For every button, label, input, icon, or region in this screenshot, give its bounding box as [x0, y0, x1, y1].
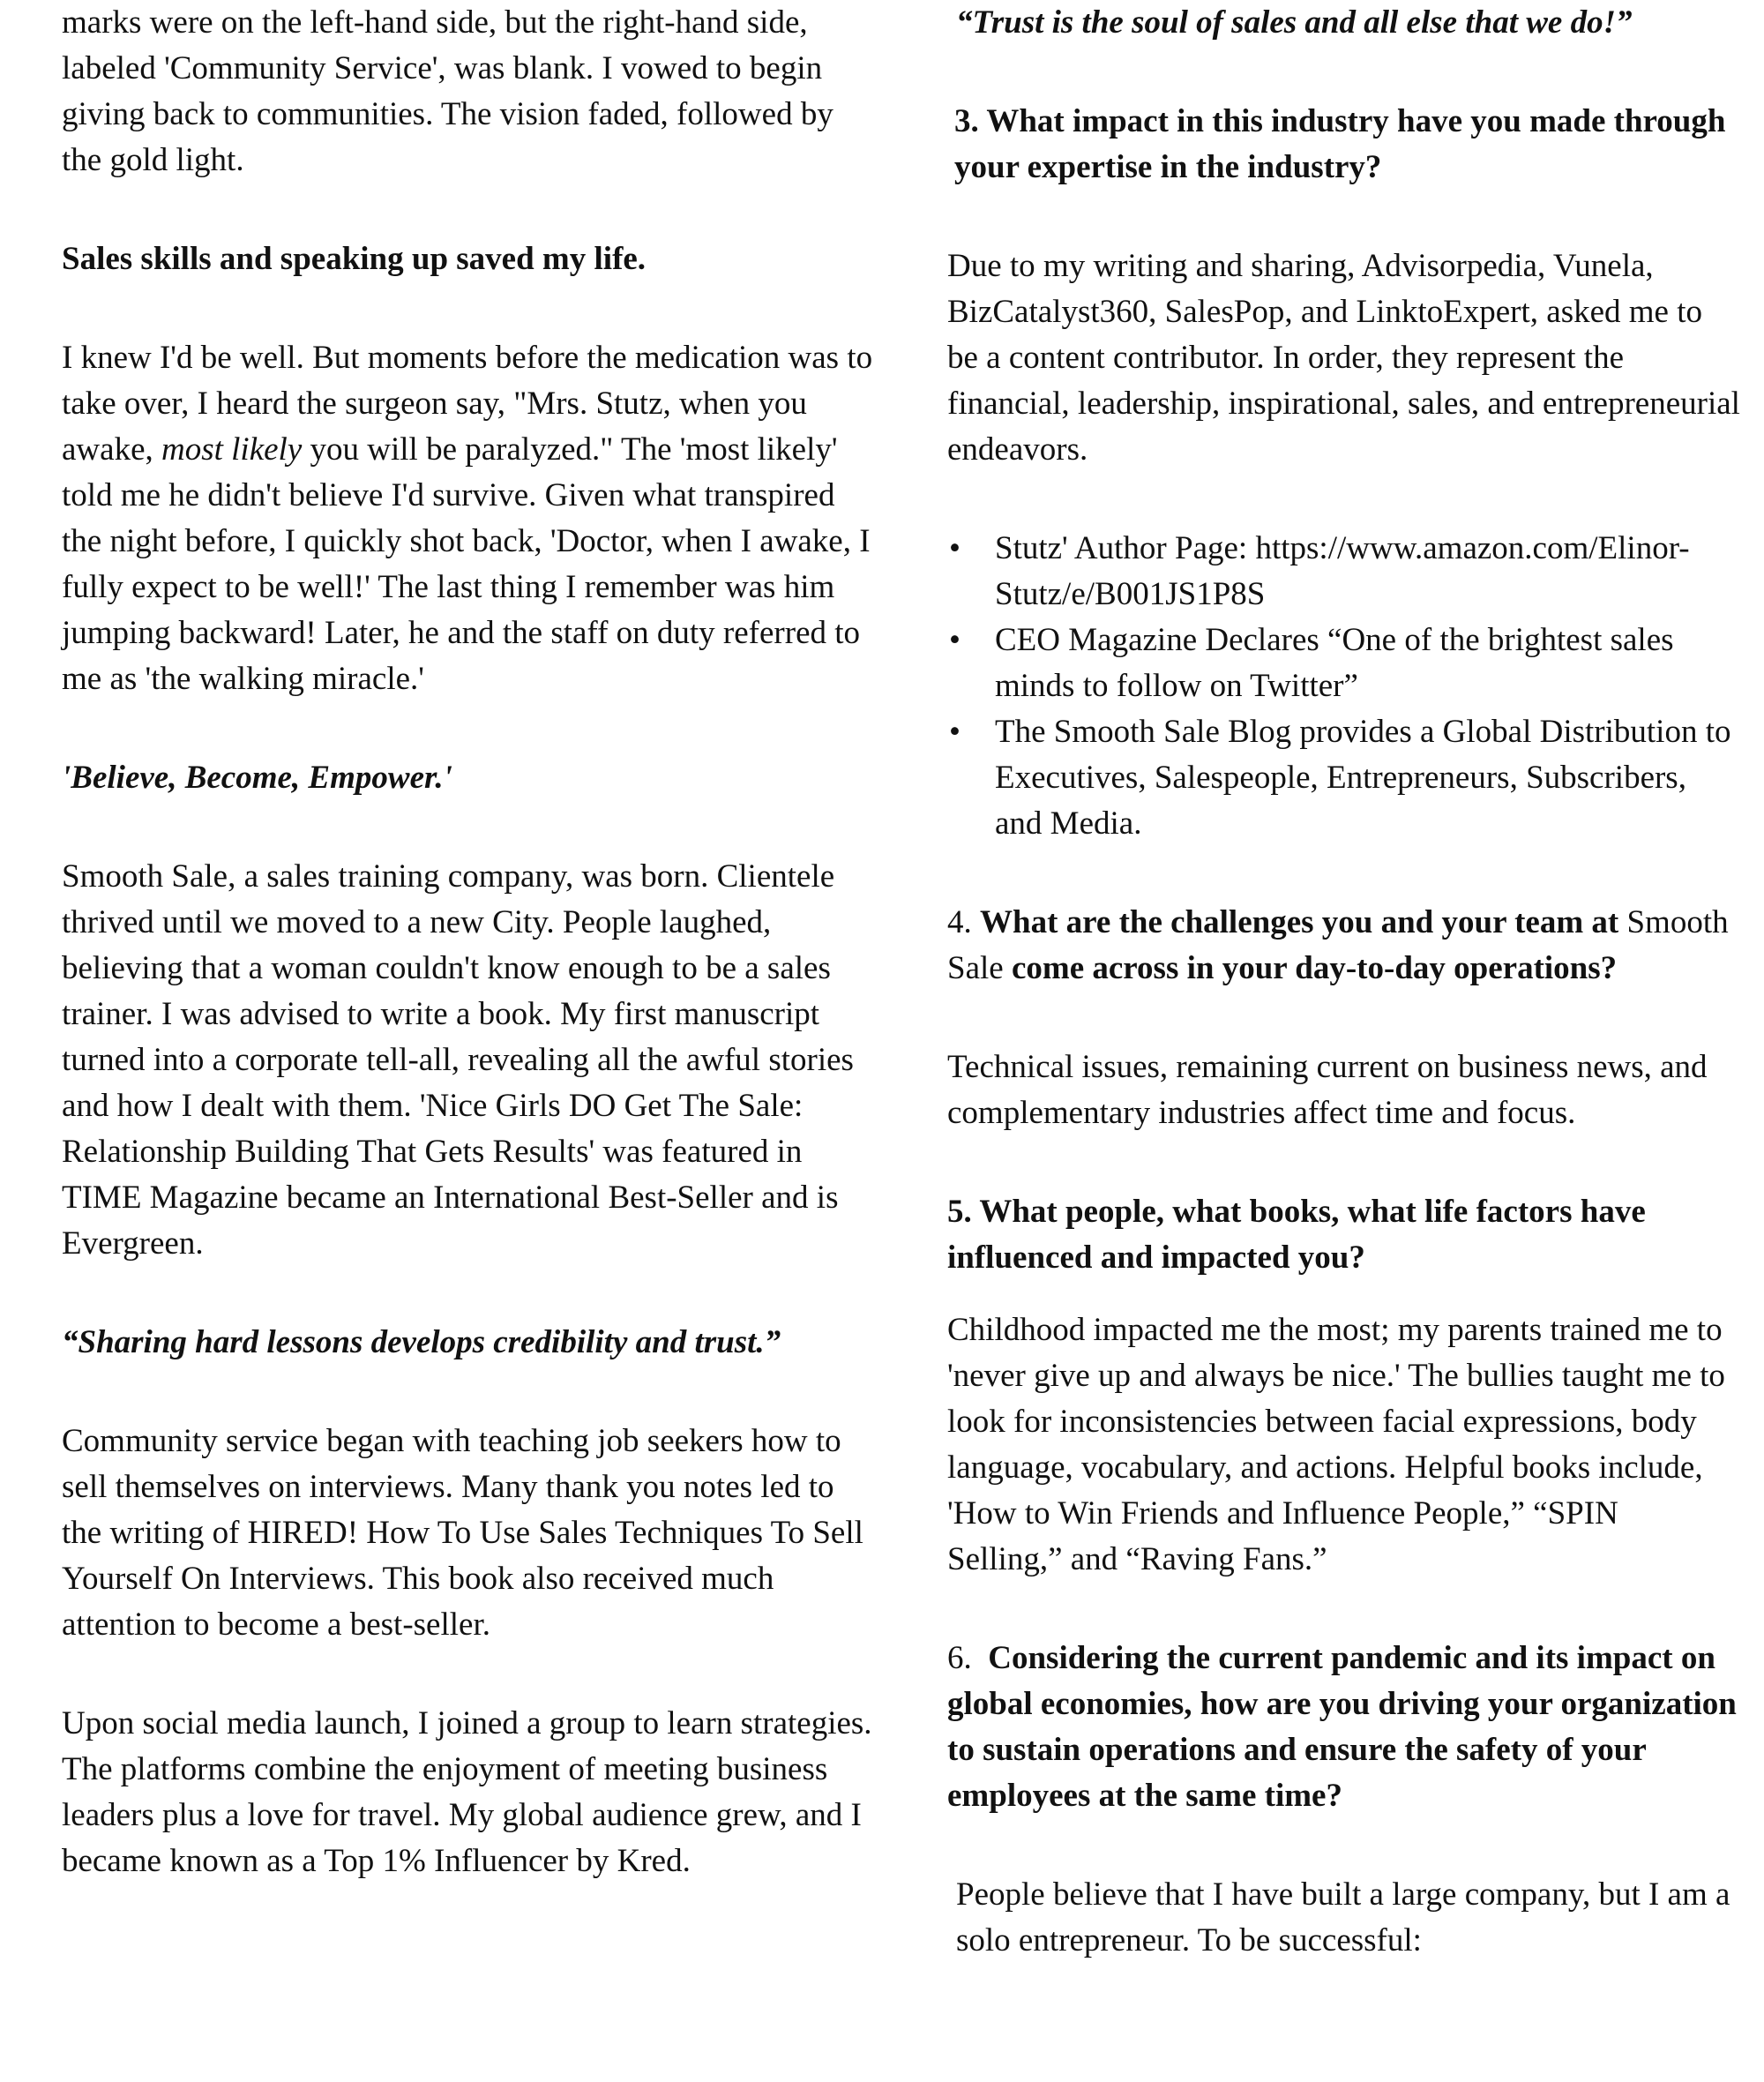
answer-6: People believe that I have built a large company, but I am a solo entrepreneur. To be successful: — [956, 1876, 1730, 1958]
paragraph-vision: marks were on the left-hand side, but the right-hand side, labeled 'Community Service', was blank. I vowed to begin giving back to communities. The vision faded, followed by the gold light. — [62, 4, 833, 178]
question-4-number: 4. — [947, 904, 972, 940]
paragraph-surgeon-emphasis: most likely — [161, 431, 303, 468]
bullet-list — [947, 526, 1741, 847]
paragraph-social-media: Upon social media launch, I joined a group to learn strategies. The platforms combine the enjoyment of meeting business leaders plus a love for travel. My global audience grew, and I became known as a Top 1% Influencer by Kred. — [62, 1705, 872, 1879]
question-4-company: Smooth Sale — [947, 904, 1729, 986]
left-column — [62, 0, 873, 1884]
question-6-number: 6. — [947, 1640, 972, 1676]
question-4 — [947, 900, 1741, 992]
question-4-part2: come across in your day-to-day operations? — [1011, 950, 1618, 986]
bullet-ceo-magazine: • CEO Magazine Declares “One of the brightest sales minds to follow on Twitter” — [947, 618, 1741, 709]
answer-5: Childhood impacted me the most; my parents trained me to 'never give up and always be nice.' The bullies taught me to look for inconsistencies between facial expressions, body language, vocabulary, and actions. Helpful books include, 'How to Win Friends and Influence People,” “SPIN Selling,” and “Raving Fans.” — [947, 1312, 1725, 1577]
question-6-text: Considering the current pandemic and its impact on global economies, how are you driving your organization to sustain operations and ensure the safety of your employees at the same time? — [947, 1640, 1737, 1814]
question-6 — [947, 1636, 1741, 1819]
question-4-part1: What are the challenges you and your team at — [980, 904, 1619, 940]
heading-sales-skills: Sales skills and speaking up saved my life. — [62, 241, 647, 277]
trust-quote: “Trust is the soul of sales and all else that we do!” — [956, 4, 1633, 41]
bullet-smooth-sale-blog: • The Smooth Sale Blog provides a Global Distribution to Executives, Salespeople, Entrepreneurs, Subscribers, and Media. — [947, 709, 1741, 847]
question-3: 3. What impact in this industry have you made through your expertise in the industry? — [954, 103, 1726, 185]
paragraph-smooth-sale: Smooth Sale, a sales training company, was born. Clientele thrived until we moved to a new City. People laughed, believing that a woman couldn't know enough to be a sales trainer. I was advised to write a book. My first manuscript turned into a corporate tell-all, revealing all the awful stories and how I dealt with them. 'Nice Girls DO Get The Sale: Relationship Building That Gets Results' was featured in TIME Magazine became an International Best-Seller and is Evergreen. — [62, 858, 854, 1262]
paragraph-community-service: Community service began with teaching job seekers how to sell themselves on interviews. Many thank you notes led to the writing of HIRED! How To Use Sales Techniques To Sell Yourself On Interviews. This book also received much attention to become a best-seller. — [62, 1423, 863, 1643]
paragraph-surgeon — [62, 335, 873, 702]
heading-believe: 'Believe, Become, Empower.' — [62, 760, 452, 796]
paragraph-surgeon-part1: I knew I'd be well. But moments before the medication was to take over, I heard the surgeon say, "Mrs. Stutz, when you awake, — [62, 340, 873, 468]
answer-4: Technical issues, remaining current on business news, and complementary industries affect time and focus. — [947, 1049, 1708, 1131]
bullet-author-page: • Stutz' Author Page: https://www.amazon.com/Elinor-Stutz/e/B001JS1P8S — [947, 526, 1741, 618]
question-5: 5. What people, what books, what life factors have influenced and impacted you? — [947, 1194, 1646, 1276]
right-column — [947, 0, 1741, 1964]
paragraph-surgeon-part2: you will be paralyzed." The 'most likely' told me he didn't believe I'd survive. Given what transpired the night before, I quickly shot back, 'Doctor, when I awake, I fully expect to be well!' The last thing I remember was him jumping backward! Later, he and the staff on duty referred to me as 'the walking miracle.' — [62, 431, 871, 697]
answer-3: Due to my writing and sharing, Advisorpedia, Vunela, BizCatalyst360, SalesPop, and LinktoExpert, asked me to be a content contributor. In order, they represent the financial, leadership, inspirational, sales, and entrepreneurial endeavors. — [947, 248, 1740, 468]
heading-sharing-quote: “Sharing hard lessons develops credibility and trust.” — [62, 1324, 781, 1360]
